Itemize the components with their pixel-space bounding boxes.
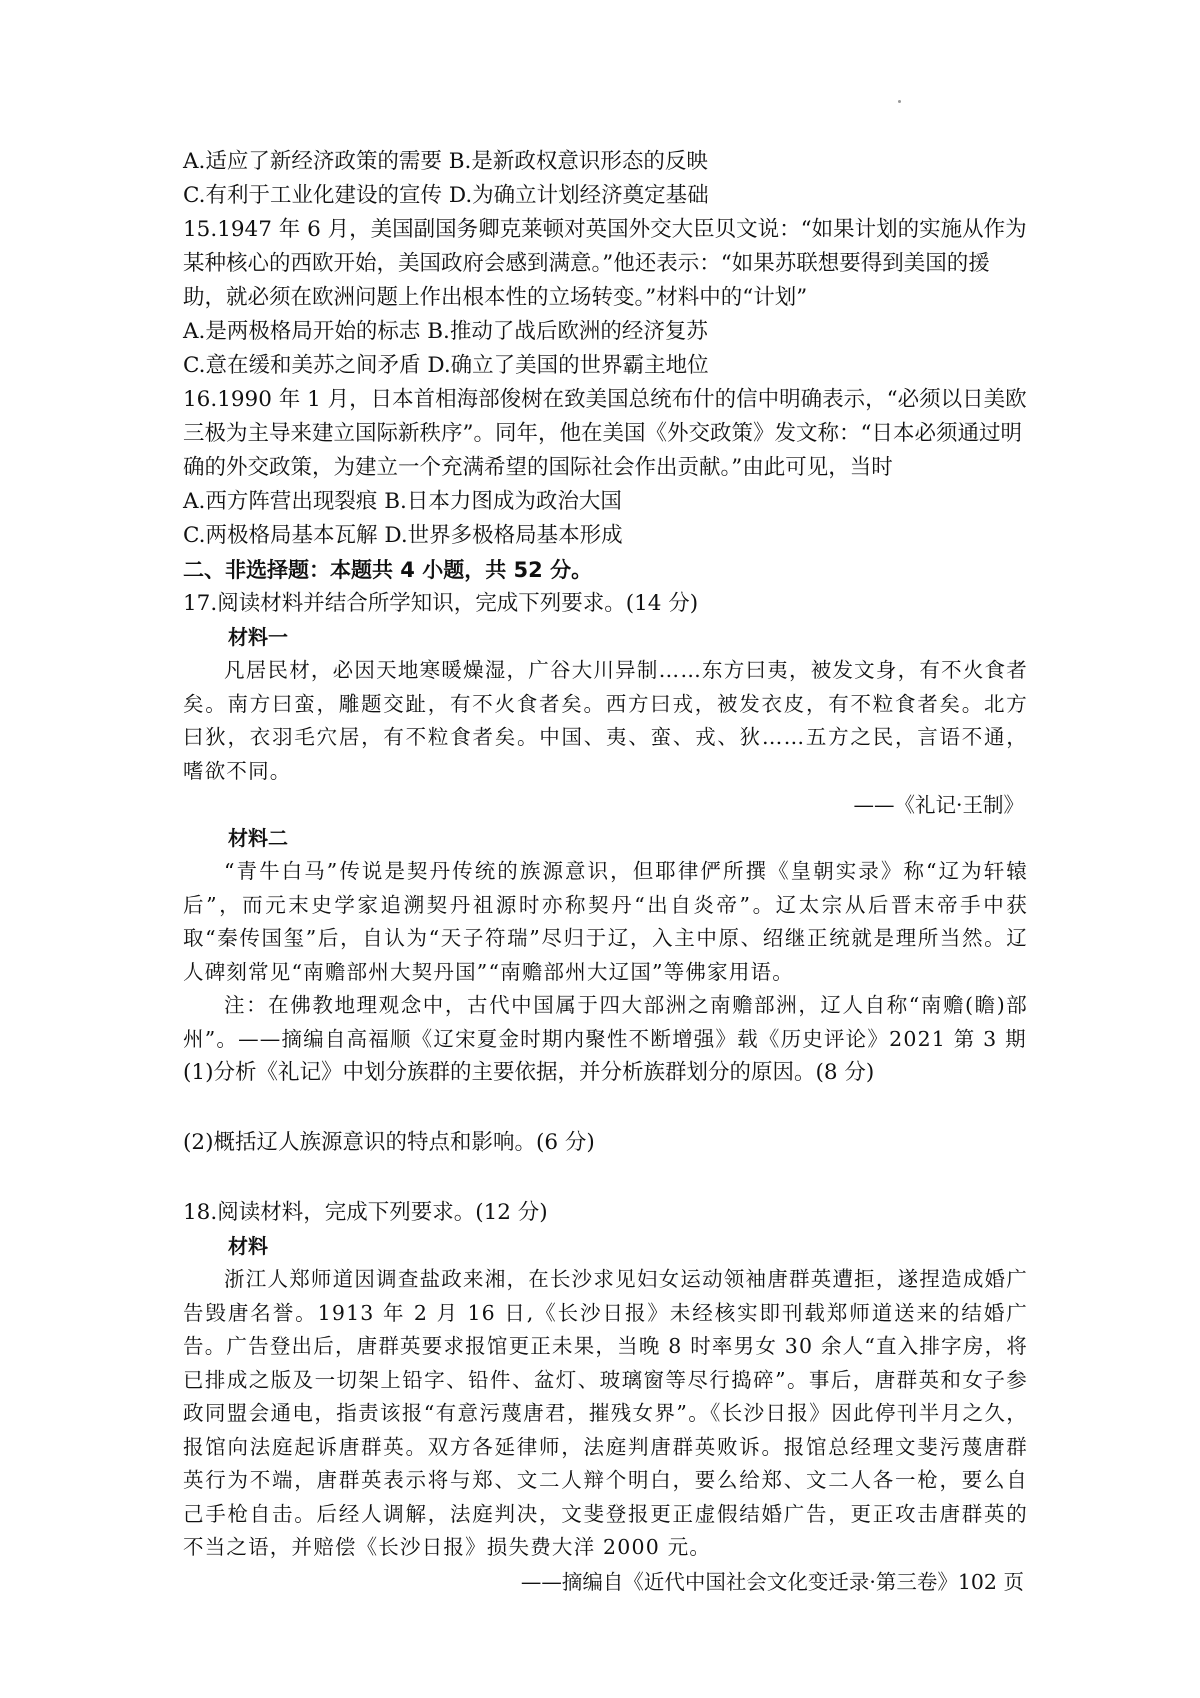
q17-material2-text: “青牛白马”传说是契丹传统的族源意识，但耶律俨所撰《皇朝实录》称“辽为轩辕后”，而元末史学家追溯契丹祖源时亦称契丹“出自炎帝”。辽太宗从后晋末帝手中获取“秦传国玺”后，自认为“天子符瑞”尽归于辽，入主中原、绍继正统就是理所当然。辽人碑刻常见“南赡部州大契丹国”“南赡部州大辽国”等佛家用语。 <box>183 859 1028 984</box>
q17-material2-title: 材料二 <box>228 826 288 850</box>
answer-space-2 <box>183 1160 1028 1196</box>
q17-material2-note: 注：在佛教地理观念中，古代中国属于四大部洲之南赡部洲，辽人自称“南赡(瞻)部州”。——摘编自高福顺《辽宋夏金时期内聚性不断增强》载《历史评论》2021 第 3 期 <box>183 993 1028 1051</box>
q15-option-cd: C.意在缓和美苏之间矛盾 D.确立了美国的世界霸主地位 <box>183 353 709 378</box>
q17-material1-title: 材料一 <box>228 625 288 649</box>
q17-subquestion-2: (2)概括辽人族源意识的特点和影响。(6 分) <box>183 1130 595 1155</box>
q17-material1-source: ——《礼记·王制》 <box>853 793 1024 817</box>
q18-material-source: ——摘编自《近代中国社会文化变迁录·第三卷》102 页 <box>520 1569 1024 1594</box>
page-content <box>183 145 1028 1599</box>
q17-material1-text: 凡居民材，必因天地寒暖燥湿，广谷大川异制……东方曰夷，被发文身，有不火食者矣。南方曰蛮，雕题交趾，有不火食者矣。西方曰戎，被发衣皮，有不粒食者矣。北方曰狄，衣羽毛穴居，有不粒食者矣。中国、夷、蛮、戎、狄……五方之民，言语不通，嗜欲不同。 <box>183 658 1028 783</box>
q18-material-title: 材料 <box>228 1234 268 1258</box>
q16-option-cd: C.两极格局基本瓦解 D.世界多极格局基本形成 <box>183 523 623 548</box>
q14-option-ab: A.适应了新经济政策的需要 B.是新政权意识形态的反映 <box>183 149 708 174</box>
q17-subquestion-1: (1)分析《礼记》中划分族群的主要依据，并分析族群划分的原因。(8 分) <box>183 1060 875 1085</box>
q15-stem: 15.1947 年 6 月，美国副国务卿克莱顿对英国外交大臣贝文说：“如果计划的实施从作为某种核心的西欧开始，美国政府会感到满意。”他还表示：“如果苏联想要得到美国的援助，就必须在欧洲问题上作出根本性的立场转变。”材料中的“计划” <box>183 217 1027 310</box>
q15-option-ab: A.是两极格局开始的标志 B.推动了战后欧洲的经济复苏 <box>183 319 708 344</box>
q16-stem: 16.1990 年 1 月，日本首相海部俊树在致美国总统布什的信中明确表示，“必须以日美欧三极为主导来建立国际新秩序”。同年，他在美国《外交政策》发文称：“日本必须通过明确的外交政策，为建立一个充满希望的国际社会作出贡献。”由此可见，当时 <box>183 387 1027 480</box>
q18-stem: 18.阅读材料，完成下列要求。(12 分) <box>183 1200 548 1225</box>
q17-stem: 17.阅读材料并结合所学知识，完成下列要求。(14 分) <box>183 591 699 616</box>
section2-heading: 二、非选择题：本题共 4 小题，共 52 分。 <box>183 558 593 582</box>
answer-space-1 <box>183 1090 1028 1126</box>
q16-option-ab: A.西方阵营出现裂痕 B.日本力图成为政治大国 <box>183 489 622 514</box>
scan-speck <box>898 100 901 103</box>
q14-option-cd: C.有利于工业化建设的宣传 D.为确立计划经济奠定基础 <box>183 183 709 208</box>
q18-material-text: 浙江人郑师道因调查盐政来湘，在长沙求见妇女运动领袖唐群英遭拒，遂捏造成婚广告毁唐名誉。1913 年 2 月 16 日,《长沙日报》未经核实即刊载郑师道送来的结婚广告。广告登出后，唐群英要求报馆更正未果，当晚 8 时率男女 30 余人“直入排字房，将已排成之版及一切架上铅字、铅件、盆灯、玻璃窗等尽行捣碎”。事后，唐群英和女子参政同盟会通电，指责该报“有意污蔑唐君，摧残女界”。《长沙日报》因此停刊半月之久，报馆向法庭起诉唐群英。双方各延律师，法庭判唐群英败诉。报馆总经理文斐污蔑唐群英行为不端，唐群英表示将与郑、文二人辩个明白，要么给郑、文二人各一枪，要么自己手枪自击。后经人调解，法庭判决，文斐登报更正虚假结婚广告，更正攻击唐群英的不当之语，并赔偿《长沙日报》损失费大洋 2000 元。 <box>183 1267 1028 1559</box>
